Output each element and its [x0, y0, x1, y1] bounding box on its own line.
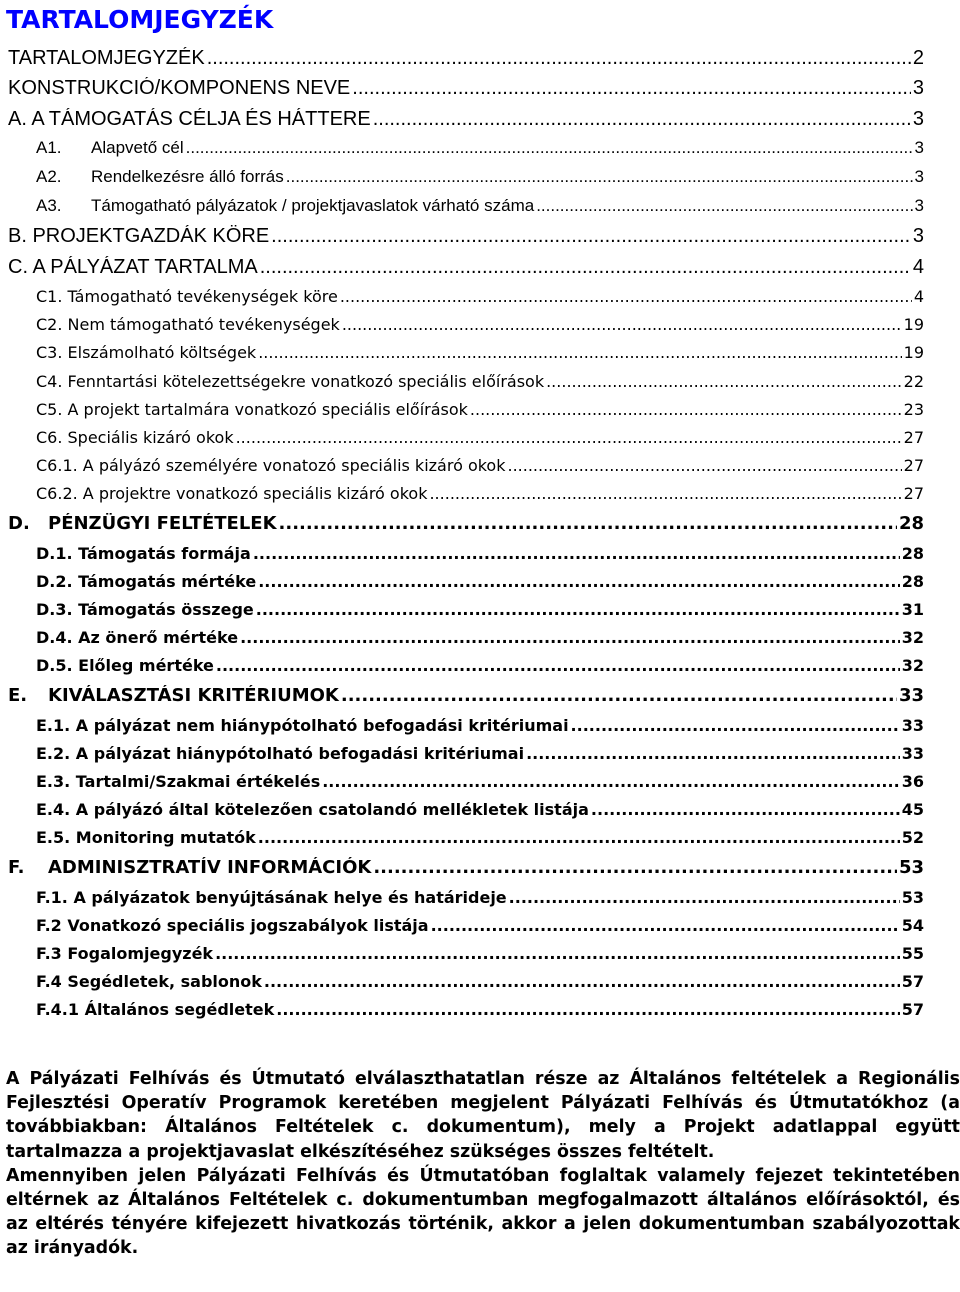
toc-leader-dots: [507, 455, 901, 477]
toc-entry-page: 3: [912, 225, 924, 247]
toc-entry[interactable]: [36, 195, 924, 217]
toc-entry-page: 33: [901, 744, 924, 763]
toc-leader-dots: [571, 715, 900, 737]
toc-entry-label: C2. Nem támogatható tevékenységek: [36, 315, 340, 334]
toc-entry[interactable]: [36, 571, 924, 593]
toc-entry[interactable]: [36, 799, 924, 821]
toc-leader-dots: [373, 108, 911, 130]
toc-leader-dots: [352, 77, 911, 99]
toc-entry-number: A1.: [36, 138, 62, 157]
toc-entry-page: 3: [914, 167, 924, 186]
toc-entry-label: E.3. Tartalmi/Szakmai értékelés: [36, 772, 321, 791]
toc-entry-label: Rendelkezésre álló forrás: [91, 167, 284, 186]
toc-entry[interactable]: [36, 827, 924, 849]
toc-leader-dots: [207, 47, 911, 69]
toc-entry[interactable]: [36, 371, 924, 393]
toc-entry-page: 28: [898, 513, 924, 534]
toc-entry-page: 28: [901, 544, 924, 563]
toc-entry-page: 31: [901, 600, 924, 619]
toc-leader-dots: [591, 799, 900, 821]
toc-entry[interactable]: [8, 256, 924, 278]
toc-leader-dots: [279, 513, 897, 535]
toc-leader-dots: [342, 314, 902, 336]
toc-entry[interactable]: [36, 455, 924, 477]
toc-entry-number: E.: [8, 685, 28, 706]
toc-entry-label: E.1. A pályázat nem hiánypótolható befogadási kritériumai: [36, 716, 569, 735]
toc-entry-number: A2.: [36, 167, 62, 186]
toc-entry-label: E.4. A pályázó által kötelezően csatolandó mellékletek listája: [36, 800, 589, 819]
toc-leader-dots: [256, 599, 900, 621]
toc-entry-page: 28: [901, 572, 924, 591]
toc-entry[interactable]: [36, 286, 924, 308]
toc-leader-dots: [253, 543, 900, 565]
toc-entry-page: 3: [914, 196, 924, 215]
toc-entry[interactable]: [36, 715, 924, 737]
toc-leader-dots: [186, 137, 913, 159]
toc-entry-page: 36: [901, 772, 924, 791]
toc-entry-page: 53: [901, 888, 924, 907]
toc-leader-dots: [429, 483, 901, 505]
toc-entry[interactable]: [36, 971, 924, 993]
toc-entry-label: PÉNZÜGYI FELTÉTELEK: [48, 513, 277, 534]
toc-entry-page: 27: [903, 456, 924, 475]
toc-entry-label: KIVÁLASZTÁSI KRITÉRIUMOK: [48, 685, 339, 706]
toc-leader-dots: [536, 195, 912, 217]
toc-entry-label: F.3 Fogalomjegyzék: [36, 944, 214, 963]
toc-leader-dots: [546, 371, 902, 393]
toc-leader-dots: [509, 887, 900, 909]
toc-leader-dots: [271, 225, 911, 247]
toc-entry[interactable]: [36, 771, 924, 793]
toc-leader-dots: [322, 771, 900, 793]
toc-entry[interactable]: [36, 915, 924, 937]
toc-entry[interactable]: [36, 743, 924, 765]
toc-entry[interactable]: [36, 943, 924, 965]
toc-entry[interactable]: [36, 399, 924, 421]
toc-entry-label: C6.1. A pályázó személyére vonatozó speciális kizáró okok: [36, 456, 506, 475]
toc-entry-page: 3: [912, 77, 924, 99]
toc-entry-page: 27: [903, 484, 924, 503]
toc-entry[interactable]: [36, 887, 924, 909]
intro-text: [6, 1067, 960, 1261]
toc-entry-label: Alapvető cél: [91, 138, 184, 157]
toc-leader-dots: [286, 166, 913, 188]
toc-entry-page: 45: [901, 800, 924, 819]
toc-entry[interactable]: [8, 513, 924, 535]
toc-entry-label: D.1. Támogatás formája: [36, 544, 251, 563]
toc-entry[interactable]: [8, 108, 924, 130]
toc-entry-page: 33: [901, 716, 924, 735]
toc-entry[interactable]: [36, 543, 924, 565]
toc-entry-label: C3. Elszámolható költségek: [36, 343, 257, 362]
toc-entry-page: 23: [903, 400, 924, 419]
toc-leader-dots: [258, 571, 900, 593]
toc-entry[interactable]: [8, 47, 924, 69]
toc-entry[interactable]: [8, 225, 924, 247]
toc-entry-page: 33: [898, 685, 924, 706]
toc-title: TARTALOMJEGYZÉK: [6, 5, 274, 34]
toc-entry[interactable]: [8, 685, 924, 707]
toc-entry-page: 19: [903, 343, 924, 362]
toc-leader-dots: [240, 627, 900, 649]
toc-entry[interactable]: [36, 342, 924, 364]
toc-entry[interactable]: [36, 314, 924, 336]
toc-entry-page: 57: [901, 972, 924, 991]
toc-leader-dots: [215, 943, 900, 965]
toc-entry-page: 4: [912, 256, 924, 278]
intro-paragraph: Amennyiben jelen Pályázati Felhívás és Útmutatóban foglaltak valamely fejezet tekintetében eltérnek az Általános Feltételek c. dokumentumban megfogalmazott általános előírásoktól, és az eltérés tényére kifejezett hivatkozás történik, akkor a jelen dokumentumban szabályozottak az irányadók.: [6, 1165, 960, 1259]
toc-entry-label: B. PROJEKTGAZDÁK KÖRE: [8, 225, 270, 247]
toc-entry-label: F.1. A pályázatok benyújtásának helye és határideje: [36, 888, 507, 907]
toc-entry-label: E.2. A pályázat hiánypótolható befogadási kritériumai: [36, 744, 525, 763]
toc-entry-number: D.: [8, 513, 30, 534]
toc-entry-label: A. A TÁMOGATÁS CÉLJA ÉS HÁTTERE: [8, 108, 371, 130]
toc-entry-page: 3: [914, 138, 924, 157]
toc-entry-page: 32: [901, 656, 924, 675]
toc-entry-page: 54: [901, 916, 924, 935]
toc-leader-dots: [340, 286, 912, 308]
toc-entry[interactable]: [36, 627, 924, 649]
toc-entry-page: 2: [912, 47, 924, 69]
toc-entry[interactable]: [36, 599, 924, 621]
toc-entry-page: 57: [901, 1000, 924, 1019]
toc-entry-label: D.4. Az önerő mértéke: [36, 628, 239, 647]
toc-entry-label: F.4 Segédletek, sablonok: [36, 972, 262, 991]
toc-leader-dots: [526, 743, 900, 765]
toc-entry[interactable]: [36, 655, 924, 677]
toc-entry[interactable]: [36, 137, 924, 159]
toc-leader-dots: [216, 655, 900, 677]
toc-entry-label: Támogatható pályázatok / projektjavaslatok várható száma: [91, 196, 535, 215]
toc-leader-dots: [258, 342, 901, 364]
toc-entry[interactable]: [36, 999, 924, 1021]
toc-entry-page: 27: [903, 428, 924, 447]
toc-entry-label: E.5. Monitoring mutatók: [36, 828, 256, 847]
toc-leader-dots: [470, 399, 902, 421]
toc-entry[interactable]: [36, 427, 924, 449]
intro-paragraph: A Pályázati Felhívás és Útmutató elválaszthatatlan része az Általános feltételek a Regionális Fejlesztési Operatív Programok keretében megjelent Pályázati Felhívás és Útmutatókhoz (a továbbiakban: Általános Feltételek c. dokumentum), mely a Projekt adatlappal együtt tartalmazza a projektjavaslat elkészítéséhez szükséges összes feltételt.: [6, 1069, 960, 1162]
toc-entry-page: 32: [901, 628, 924, 647]
toc-entry-label: D.5. Előleg mértéke: [36, 656, 214, 675]
toc-entry-label: D.2. Támogatás mértéke: [36, 572, 257, 591]
toc-entry[interactable]: [36, 166, 924, 188]
toc-entry-label: TARTALOMJEGYZÉK: [8, 47, 205, 69]
toc-leader-dots: [373, 857, 897, 879]
toc-leader-dots: [276, 999, 899, 1021]
toc-leader-dots: [341, 685, 897, 707]
toc-entry-label: C6.2. A projektre vonatkozó speciális kizáró okok: [36, 484, 428, 503]
toc-entry-page: 52: [901, 828, 924, 847]
toc-entry[interactable]: [8, 857, 924, 879]
toc-entry-label: KONSTRUKCIÓ/KOMPONENS NEVE: [8, 77, 351, 99]
toc-entry-label: C1. Támogatható tevékenységek köre: [36, 287, 338, 306]
toc-entry-page: 55: [901, 944, 924, 963]
toc-entry-page: 4: [913, 287, 924, 306]
toc-leader-dots: [431, 915, 900, 937]
toc-entry-label: D.3. Támogatás összege: [36, 600, 254, 619]
toc-entry-label: C5. A projekt tartalmára vonatkozó speciális előírások: [36, 400, 468, 419]
toc-entry[interactable]: [8, 77, 924, 99]
toc-leader-dots: [260, 256, 911, 278]
toc-leader-dots: [258, 827, 900, 849]
toc-entry-label: C. A PÁLYÁZAT TARTALMA: [8, 256, 258, 278]
toc-entry-page: 53: [898, 857, 924, 878]
toc-entry-label: C4. Fenntartási kötelezettségekre vonatkozó speciális előírások: [36, 372, 545, 391]
toc-entry-label: F.2 Vonatkozó speciális jogszabályok listája: [36, 916, 429, 935]
toc-leader-dots: [236, 427, 902, 449]
toc-entry-label: ADMINISZTRATÍV INFORMÁCIÓK: [48, 857, 372, 878]
toc-leader-dots: [264, 971, 900, 993]
toc-entry[interactable]: [36, 483, 924, 505]
toc-entry-number: A3.: [36, 196, 62, 215]
toc-entry-label: C6. Speciális kizáró okok: [36, 428, 234, 447]
toc-entry-label: F.4.1 Általános segédletek: [36, 1000, 275, 1019]
toc-entry-number: F.: [8, 857, 25, 878]
toc-entry-page: 3: [912, 108, 924, 130]
toc-entry-page: 22: [903, 372, 924, 391]
toc-entry-page: 19: [903, 315, 924, 334]
